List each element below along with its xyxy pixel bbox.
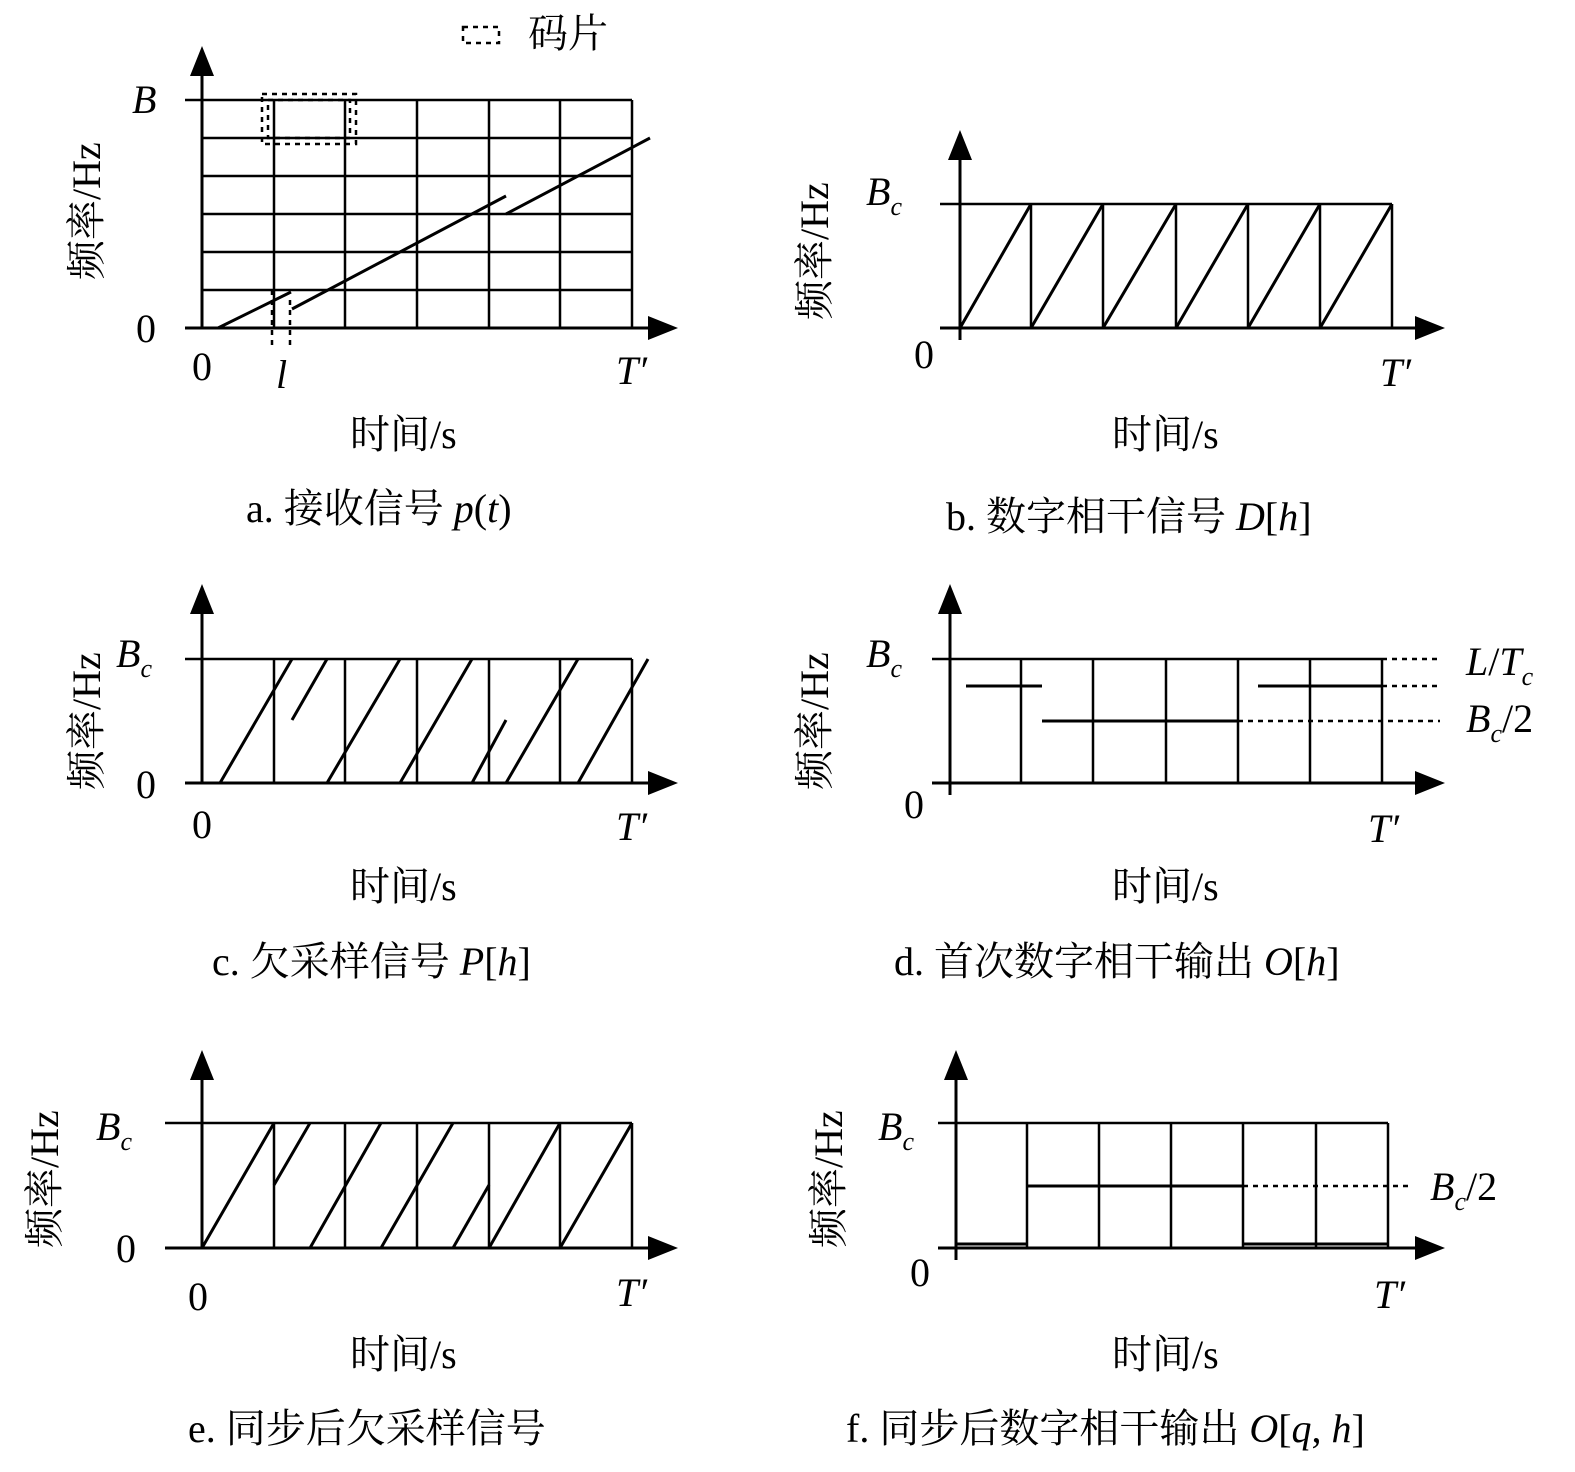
panel-b-x-end: T′ <box>1380 350 1411 395</box>
panel-d-y-arrow <box>938 584 962 614</box>
panel-e-y-arrow <box>190 1050 214 1080</box>
panel-c-y-zero: 0 <box>136 762 156 807</box>
panel-e-xlabel: 时间/s <box>350 1332 457 1377</box>
panel-f-caption: f. 同步后数字相干输出 O[q, h] <box>846 1406 1365 1451</box>
panel-a-chip-box <box>262 94 356 144</box>
panel-c-y-arrow <box>190 584 214 614</box>
panel-e-grid <box>165 1123 632 1248</box>
panel-b-xlabel: 时间/s <box>1112 412 1219 457</box>
panel-f-xlabel: 时间/s <box>1112 1332 1219 1377</box>
panel-e-x-zero: 0 <box>188 1274 208 1319</box>
panel-b-caption: b. 数字相干信号 D[h] <box>946 494 1312 539</box>
panel-f-y-top-label: $B_c$ <box>878 1104 914 1156</box>
panel-f-y-arrow <box>944 1050 968 1080</box>
panel-c-x-end: T′ <box>616 804 647 849</box>
panel-f <box>806 1050 1497 1451</box>
dashed-rectangle-icon <box>463 27 499 43</box>
panel-d-zero: 0 <box>904 782 924 827</box>
panel-c <box>64 584 678 984</box>
panel-c-caption: c. 欠采样信号 P[h] <box>212 939 531 984</box>
panel-a-y-top-label: B <box>132 77 157 122</box>
panel-d-guides <box>1238 659 1440 721</box>
panel-d-ylabel: 频率/Hz <box>792 652 837 790</box>
panel-d-x-arrow <box>1415 771 1445 795</box>
panel-c-y-top-label: $B_c$ <box>116 631 152 683</box>
panel-d-signal <box>966 686 1382 721</box>
panel-f-x-end: T′ <box>1374 1272 1405 1317</box>
panel-b-ylabel: 频率/Hz <box>792 182 837 320</box>
panel-c-grid <box>185 659 632 783</box>
panel-a-y-arrow <box>190 46 214 76</box>
panel-d-right-label-1: $L/T_c$ <box>1466 639 1534 691</box>
panel-f-zero: 0 <box>910 1250 930 1295</box>
panel-d-right-label-2: $B_c/2$ <box>1466 696 1534 748</box>
panel-a-grid <box>185 100 632 328</box>
panel-b-x-arrow <box>1415 316 1445 340</box>
panel-d-xlabel: 时间/s <box>1112 864 1219 909</box>
panel-a-x-mark-l: l <box>276 352 288 397</box>
panel-a-x-zero: 0 <box>192 344 212 389</box>
legend-label: 码片 <box>528 11 608 56</box>
panel-d-x-end: T′ <box>1368 806 1399 851</box>
panel-a-caption: a. 接收信号 p(t) <box>246 486 512 531</box>
panel-b <box>792 130 1445 539</box>
panel-a-x-end: T′ <box>616 348 647 393</box>
panel-e-x-arrow <box>648 1236 678 1260</box>
panel-a-y-zero: 0 <box>136 306 156 351</box>
panel-c-x-zero: 0 <box>192 802 212 847</box>
panel-a <box>64 46 678 531</box>
panel-e-y-zero: 0 <box>116 1226 136 1271</box>
panel-f-x-arrow <box>1415 1236 1445 1260</box>
panel-a-ylabel: 频率/Hz <box>64 142 109 280</box>
panel-a-x-arrow <box>648 316 678 340</box>
panel-e <box>22 1050 678 1451</box>
panel-d-y-top-label: $B_c$ <box>866 631 902 683</box>
panel-c-signal <box>220 659 648 783</box>
panel-e-ylabel: 频率/Hz <box>22 1110 67 1248</box>
panel-e-x-end: T′ <box>616 1270 647 1315</box>
panel-f-right-label: $B_c/2$ <box>1430 1164 1498 1216</box>
panel-c-xlabel: 时间/s <box>350 864 457 909</box>
panel-f-ylabel: 频率/Hz <box>806 1110 851 1248</box>
panel-a-xlabel: 时间/s <box>350 412 457 457</box>
panel-c-x-arrow <box>648 771 678 795</box>
panel-d-caption: d. 首次数字相干输出 O[h] <box>894 939 1340 984</box>
panel-b-y-top-label: $B_c$ <box>866 169 902 221</box>
panel-b-zero: 0 <box>914 332 934 377</box>
panel-a-signal <box>218 138 650 328</box>
panel-a-chip-box-inner <box>268 100 350 138</box>
panel-e-caption: e. 同步后欠采样信号 <box>188 1406 546 1451</box>
panel-d <box>792 584 1534 984</box>
panel-b-y-arrow <box>948 130 972 160</box>
legend <box>463 11 608 56</box>
panel-c-ylabel: 频率/Hz <box>64 652 109 790</box>
panel-e-y-top-label: $B_c$ <box>96 1104 132 1156</box>
